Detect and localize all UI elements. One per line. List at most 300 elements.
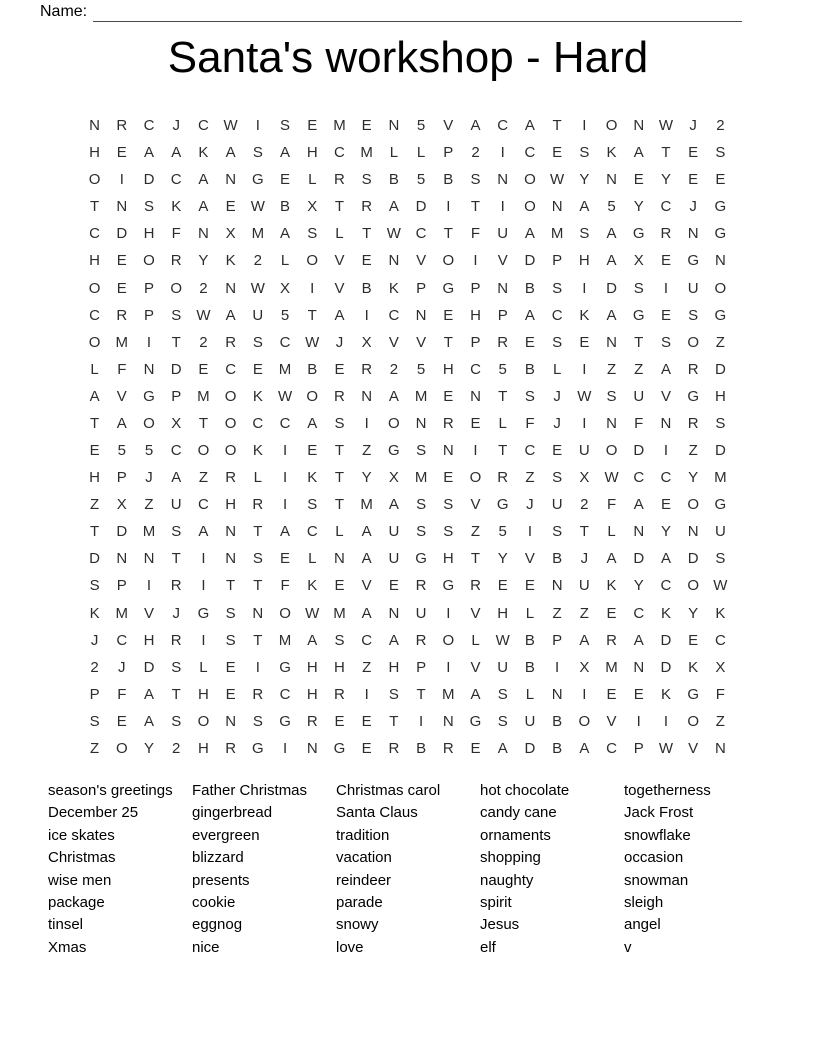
grid-letter: W — [250, 198, 265, 216]
grid-letter: J — [553, 414, 561, 432]
grid-letter: B — [524, 631, 535, 649]
grid-letter: M — [605, 658, 618, 676]
grid-letter: H — [198, 685, 209, 703]
grid-letter: R — [225, 469, 237, 487]
grid-letter: M — [333, 604, 346, 622]
grid-letter: K — [307, 469, 318, 487]
grid-letter: O — [197, 442, 210, 460]
grid-letter: E — [688, 144, 699, 162]
grid-letter: I — [255, 117, 260, 135]
grid-letter: E — [116, 712, 127, 730]
grid-letter: D — [633, 442, 645, 460]
grid-letter: 2 — [199, 333, 208, 351]
word-list-item: nice — [192, 938, 220, 956]
word-list-item: Christmas carol — [336, 782, 441, 799]
grid-letter: H — [442, 550, 454, 568]
grid-letter: I — [446, 198, 451, 216]
word-list-item: love — [336, 938, 364, 956]
grid-letter: X — [579, 469, 590, 487]
grid-letter: S — [497, 712, 508, 730]
grid-letter: M — [333, 117, 346, 135]
grid-letter: H — [497, 604, 509, 622]
grid-letter: A — [606, 306, 617, 324]
grid-letter: C — [143, 117, 155, 135]
grid-letter: T — [253, 523, 263, 541]
grid-letter: Y — [660, 523, 671, 541]
grid-letter: S — [171, 523, 182, 541]
grid-letter: D — [170, 360, 182, 378]
grid-letter: D — [89, 550, 101, 568]
grid-letter: I — [582, 685, 587, 703]
grid-letter: W — [305, 333, 320, 351]
grid-letter: V — [497, 252, 508, 270]
grid-letter: L — [335, 225, 344, 243]
grid-letter: N — [497, 171, 509, 189]
grid-letter: A — [524, 117, 535, 135]
grid-letter: T — [90, 523, 100, 541]
grid-letter: J — [526, 496, 534, 514]
grid-letter: S — [633, 279, 644, 297]
grid-letter: L — [416, 144, 426, 162]
grid-letter: R — [442, 739, 454, 757]
grid-letter: R — [687, 414, 699, 432]
word-list-item: Christmas — [48, 849, 116, 867]
grid-letter: S — [715, 550, 726, 568]
grid-letter: S — [171, 306, 182, 324]
grid-letter: K — [660, 685, 671, 703]
grid-letter: P — [497, 306, 508, 324]
grid-letter: K — [660, 604, 671, 622]
grid-letter: A — [660, 550, 671, 568]
grid-letter: J — [689, 117, 697, 135]
grid-letter: A — [606, 225, 617, 243]
grid-letter: C — [633, 604, 645, 622]
grid-letter: X — [715, 658, 726, 676]
grid-letter: A — [470, 685, 481, 703]
grid-letter: G — [279, 658, 291, 676]
grid-letter: A — [89, 387, 100, 405]
grid-letter: S — [552, 523, 563, 541]
grid-letter: G — [687, 685, 700, 703]
grid-letter: O — [306, 387, 319, 405]
grid-letter: N — [660, 414, 672, 432]
grid-letter: V — [416, 252, 427, 270]
grid-letter: T — [307, 306, 317, 324]
grid-letter: B — [280, 198, 291, 216]
grid-letter: K — [307, 577, 318, 595]
grid-letter: E — [334, 360, 345, 378]
grid-letter: F — [171, 225, 181, 243]
grid-letter: T — [498, 442, 508, 460]
grid-letter: N — [361, 387, 373, 405]
grid-letter: X — [579, 658, 590, 676]
grid-letter: E — [116, 279, 127, 297]
grid-letter: N — [633, 658, 645, 676]
grid-letter: H — [306, 685, 318, 703]
grid-letter: D — [116, 225, 128, 243]
grid-letter: C — [470, 360, 481, 378]
grid-letter: W — [495, 631, 510, 649]
grid-letter: G — [632, 306, 645, 324]
grid-letter: N — [606, 171, 617, 189]
grid-letter: W — [196, 306, 211, 324]
grid-letter: S — [497, 685, 508, 703]
word-list-item: Jesus — [480, 916, 520, 934]
grid-letter: R — [170, 631, 182, 649]
grid-letter: B — [552, 550, 563, 568]
grid-letter: E — [470, 739, 481, 757]
grid-letter: T — [334, 469, 345, 487]
grid-letter: I — [282, 739, 288, 757]
grid-letter: L — [552, 360, 562, 378]
grid-letter: Y — [688, 604, 699, 622]
grid-letter: A — [524, 306, 535, 324]
grid-letter: B — [361, 279, 372, 297]
grid-letter: J — [335, 333, 344, 351]
grid-letter: Z — [634, 360, 644, 378]
grid-letter: O — [442, 252, 455, 270]
grid-letter: P — [144, 306, 155, 324]
grid-letter: T — [171, 685, 181, 703]
grid-letter: S — [606, 387, 617, 405]
name-fill-line — [93, 4, 742, 22]
grid-letter: 5 — [498, 360, 507, 378]
grid-letter: B — [388, 171, 399, 189]
grid-letter: O — [524, 198, 536, 216]
grid-letter: E — [579, 333, 590, 351]
grid-letter: T — [90, 198, 100, 216]
grid-letter: H — [470, 306, 481, 324]
grid-letter: E — [715, 171, 726, 189]
grid-letter: E — [660, 306, 671, 324]
grid-letter: E — [361, 117, 372, 135]
grid-letter: D — [524, 252, 536, 270]
grid-letter: D — [606, 279, 617, 297]
grid-letter: I — [582, 117, 587, 135]
grid-letter: E — [334, 712, 345, 730]
word-list-item: angel — [624, 916, 661, 934]
grid-letter: C — [279, 414, 291, 432]
word-list-item: snowflake — [624, 826, 691, 844]
grid-letter: N — [252, 604, 264, 622]
grid-letter: K — [606, 577, 617, 595]
grid-letter: D — [660, 658, 672, 676]
grid-letter: L — [308, 171, 317, 189]
grid-letter: I — [582, 360, 587, 378]
grid-letter: O — [388, 414, 400, 432]
grid-letter: R — [497, 469, 509, 487]
word-list-item: ornaments — [480, 826, 551, 844]
grid-letter: L — [525, 685, 535, 703]
grid-letter: R — [361, 198, 373, 216]
grid-letter: W — [658, 739, 674, 757]
grid-letter: A — [307, 631, 318, 649]
grid-letter: O — [578, 712, 591, 730]
grid-letter: N — [143, 550, 155, 568]
grid-letter: 2 — [471, 144, 480, 162]
grid-letter: 2 — [172, 739, 181, 757]
grid-letter: A — [198, 198, 209, 216]
grid-letter: S — [334, 631, 345, 649]
grid-letter: O — [469, 469, 482, 487]
grid-letter: G — [632, 225, 645, 243]
grid-letter: X — [633, 252, 644, 270]
grid-letter: C — [714, 631, 726, 649]
grid-letter: H — [225, 496, 237, 514]
grid-letter: S — [225, 604, 236, 622]
grid-letter: G — [687, 252, 700, 270]
grid-letter: M — [278, 631, 292, 649]
grid-letter: E — [361, 252, 372, 270]
grid-letter: Z — [362, 658, 372, 676]
grid-letter: 5 — [498, 523, 507, 541]
grid-letter: T — [579, 523, 589, 541]
grid-letter: A — [606, 252, 617, 270]
grid-letter: X — [280, 279, 291, 297]
grid-letter: N — [225, 279, 237, 297]
grid-letter: V — [388, 333, 399, 351]
grid-letter: E — [688, 171, 699, 189]
grid-letter: C — [660, 469, 672, 487]
grid-letter: S — [280, 117, 291, 135]
grid-letter: R — [225, 739, 237, 757]
grid-letter: T — [443, 225, 453, 243]
grid-letter: O — [687, 712, 700, 730]
grid-letter: L — [308, 550, 317, 568]
grid-letter: S — [579, 144, 590, 162]
grid-letter: R — [334, 685, 345, 703]
grid-letter: N — [687, 225, 699, 243]
grid-letter: A — [198, 171, 209, 189]
grid-letter: E — [307, 442, 318, 460]
grid-letter: T — [198, 414, 209, 432]
grid-letter: E — [361, 739, 372, 757]
word-list — [48, 780, 711, 959]
grid-letter: T — [362, 225, 372, 243]
grid-letter: A — [388, 198, 399, 216]
grid-letter: F — [525, 414, 535, 432]
grid-letter: P — [116, 469, 127, 487]
grid-letter: C — [361, 631, 373, 649]
grid-letter: C — [170, 171, 182, 189]
grid-letter: Z — [688, 442, 698, 460]
grid-letter: U — [415, 604, 427, 622]
grid-letter: R — [497, 333, 509, 351]
grid-letter: U — [687, 279, 699, 297]
grid-letter: N — [442, 442, 454, 460]
grid-letter: R — [170, 577, 182, 595]
grid-letter: J — [689, 198, 697, 216]
grid-letter: O — [143, 414, 155, 432]
word-list-item: vacation — [336, 849, 392, 867]
word-list-item: spirit — [480, 894, 512, 912]
grid-letter: M — [251, 225, 265, 243]
grid-letter: P — [89, 685, 100, 703]
grid-letter: W — [550, 171, 565, 189]
grid-letter: E — [252, 360, 263, 378]
grid-letter: N — [714, 739, 726, 757]
grid-letter: U — [578, 442, 590, 460]
grid-letter: S — [524, 387, 535, 405]
grid-letter: S — [252, 333, 263, 351]
grid-letter: M — [115, 333, 129, 351]
grid-letter: U — [524, 712, 536, 730]
grid-letter: Y — [660, 171, 671, 189]
grid-letter: 5 — [280, 306, 290, 324]
grid-letter: Z — [715, 712, 725, 730]
grid-letter: I — [582, 414, 587, 432]
grid-letter: M — [197, 387, 210, 405]
word-list-item: December 25 — [48, 804, 139, 822]
grid-letter: K — [252, 442, 263, 460]
grid-letter: V — [688, 739, 699, 757]
grid-letter: R — [334, 387, 345, 405]
grid-letter: I — [201, 550, 206, 568]
word-list-item: season's greetings — [48, 782, 173, 799]
grid-letter: N — [415, 306, 427, 324]
word-list-item: Jack Frost — [624, 804, 694, 822]
grid-letter: S — [552, 333, 563, 351]
grid-letter: E — [552, 144, 563, 162]
grid-letter: Z — [144, 496, 154, 514]
grid-letter: S — [171, 712, 182, 730]
word-list-item: sleigh — [624, 894, 664, 912]
grid-letter: Z — [579, 604, 589, 622]
word-list-item: evergreen — [192, 826, 260, 844]
word-list-item: occasion — [624, 849, 684, 867]
grid-letter: P — [633, 739, 644, 757]
grid-letter: A — [660, 360, 671, 378]
word-search-grid — [81, 112, 734, 762]
grid-letter: K — [198, 144, 209, 162]
grid-letter: H — [334, 658, 345, 676]
grid-letter: N — [551, 577, 563, 595]
grid-letter: N — [225, 712, 237, 730]
word-list-column — [336, 780, 480, 959]
grid-letter: R — [252, 685, 264, 703]
grid-letter: M — [414, 469, 428, 487]
grid-letter: U — [497, 225, 509, 243]
grid-letter: C — [415, 225, 427, 243]
grid-letter: H — [306, 658, 318, 676]
grid-letter: U — [388, 550, 400, 568]
word-list-item: v — [624, 938, 632, 956]
word-list-item: Father Christmas — [192, 782, 308, 799]
grid-letter: H — [143, 225, 155, 243]
grid-letter: A — [579, 198, 590, 216]
grid-letter: O — [442, 631, 455, 649]
grid-letter: H — [578, 252, 590, 270]
grid-letter: 5 — [117, 442, 126, 460]
grid-letter: J — [580, 550, 589, 568]
grid-letter: H — [89, 144, 101, 162]
grid-letter: U — [388, 523, 400, 541]
grid-letter: C — [198, 117, 209, 135]
grid-letter: R — [306, 712, 318, 730]
grid-letter: O — [605, 442, 618, 460]
grid-letter: P — [416, 658, 427, 676]
grid-letter: E — [225, 658, 236, 676]
grid-letter: Y — [198, 252, 209, 270]
word-list-item: ice skates — [48, 826, 115, 844]
grid-letter: O — [714, 279, 727, 297]
grid-letter: S — [579, 225, 590, 243]
grid-letter: B — [443, 171, 454, 189]
grid-letter: A — [144, 712, 155, 730]
grid-letter: N — [116, 550, 128, 568]
grid-letter: P — [552, 631, 563, 649]
grid-letter: S — [416, 523, 427, 541]
page-title: Santa's workshop - Hard — [167, 33, 649, 82]
grid-letter: R — [170, 252, 182, 270]
grid-letter: E — [280, 550, 291, 568]
grid-letter: Z — [525, 469, 535, 487]
grid-letter: C — [524, 144, 536, 162]
grid-letter: B — [416, 739, 427, 757]
grid-letter: D — [415, 198, 427, 216]
grid-letter: O — [143, 252, 155, 270]
grid-letter: K — [89, 604, 100, 622]
grid-letter: W — [386, 225, 401, 243]
word-list-column — [624, 780, 711, 959]
grid-letter: E — [280, 171, 291, 189]
grid-letter: I — [255, 658, 260, 676]
grid-letter: K — [225, 252, 236, 270]
word-list-item: presents — [192, 871, 250, 889]
grid-letter: P — [552, 252, 563, 270]
grid-letter: L — [525, 604, 535, 622]
grid-letter: R — [116, 306, 128, 324]
grid-letter: D — [660, 631, 672, 649]
grid-letter: U — [633, 387, 645, 405]
grid-letter: A — [171, 144, 182, 162]
grid-letter: S — [144, 198, 155, 216]
grid-letter: M — [278, 360, 292, 378]
grid-letter: C — [279, 333, 291, 351]
grid-letter: N — [388, 604, 400, 622]
grid-letter: I — [310, 279, 315, 297]
grid-letter: B — [524, 279, 535, 297]
grid-letter: N — [306, 739, 318, 757]
grid-letter: J — [553, 387, 561, 405]
grid-letter: E — [688, 631, 699, 649]
grid-letter: O — [306, 252, 319, 270]
grid-letter: G — [442, 279, 455, 297]
grid-letter: C — [660, 198, 672, 216]
grid-letter: G — [143, 387, 155, 405]
word-list-item: hot chocolate — [480, 782, 570, 799]
grid-letter: B — [552, 739, 563, 757]
grid-letter: C — [660, 577, 672, 595]
grid-letter: H — [442, 360, 454, 378]
grid-letter: E — [307, 117, 318, 135]
word-list-item: Xmas — [48, 938, 87, 956]
grid-letter: V — [606, 712, 617, 730]
grid-letter: 5 — [416, 117, 426, 135]
grid-letter: C — [89, 225, 101, 243]
grid-letter: S — [443, 523, 454, 541]
grid-letter: R — [388, 739, 400, 757]
grid-letter: U — [497, 658, 509, 676]
grid-letter: K — [579, 306, 590, 324]
grid-letter: K — [171, 198, 182, 216]
name-label: Name: — [40, 3, 88, 20]
grid-letter: S — [171, 658, 182, 676]
grid-letter: 5 — [416, 171, 426, 189]
grid-letter: T — [334, 442, 345, 460]
word-list-item: candy cane — [480, 804, 557, 822]
grid-letter: H — [714, 387, 726, 405]
